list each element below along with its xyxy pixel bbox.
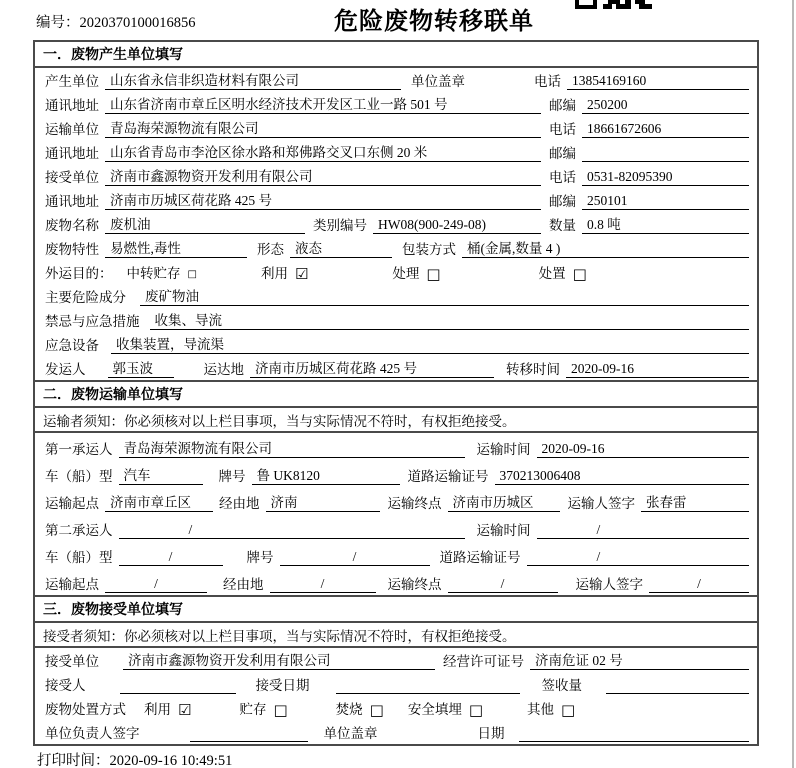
checkbox-unchecked-icon: □ [561, 701, 576, 719]
section-title-producer: 一．废物产生单位填写 [35, 42, 757, 68]
form-row [35, 672, 757, 696]
qr-code-fragment [575, 0, 653, 10]
field-label: 运输起点 [45, 577, 99, 592]
field-label: 电话 [549, 122, 576, 137]
field-value: 18661672606 [582, 120, 749, 138]
field-value: 桶(金属,数量 4 ) [462, 240, 749, 258]
field-value: 青岛海荣源物流有限公司 [119, 440, 465, 458]
field-value: 张春雷 [641, 494, 749, 512]
field-value: 13854169160 [567, 72, 749, 90]
field-label: 应急设备 [45, 338, 99, 353]
form-row [35, 356, 757, 380]
section-title-receiver: 三．废物接受单位填写 [35, 595, 757, 623]
field-label: 道路运输证号 [439, 550, 521, 565]
field-label: 包装方式 [402, 242, 456, 257]
field-label: 道路运输证号 [407, 469, 489, 484]
print-time-line [37, 749, 232, 768]
field-label: 运达地 [203, 362, 244, 377]
field-value: 废矿物油 [140, 288, 749, 306]
field-value: 济南 [266, 494, 380, 512]
field-value: 汽车 [119, 467, 203, 485]
checkbox-label: 焚烧 [335, 702, 363, 717]
field-value: / [280, 548, 430, 566]
field-label: 经由地 [223, 577, 264, 592]
field-label: 签收量 [541, 678, 582, 693]
field-label: 电话 [549, 170, 576, 185]
manifest-form [33, 40, 759, 746]
field-value: 济南市历城区荷花路 425 号 [250, 360, 494, 378]
field-value: 济南市鑫源物资开发利用有限公司 [123, 652, 435, 670]
checkbox-unchecked-icon: □ [426, 265, 441, 283]
field-label: 外运目的： [45, 266, 113, 281]
checkbox-unchecked [239, 701, 287, 718]
serial-label: 编号： [36, 15, 80, 31]
form-row [35, 140, 757, 164]
section-transporter [35, 380, 757, 595]
form-row [35, 541, 757, 568]
field-label: 运输单位 [45, 122, 99, 137]
form-row [35, 648, 757, 672]
field-value: 250101 [582, 192, 749, 210]
field-value: / [527, 548, 750, 566]
form-row [35, 164, 757, 188]
field-label: 运输时间 [476, 442, 531, 457]
field-label: 类别编号 [313, 218, 367, 233]
form-row [35, 236, 757, 260]
print-time-label: 打印时间： [37, 753, 110, 768]
field-label: 转移时间 [506, 362, 560, 377]
checkbox-label: 安全填埋 [407, 702, 462, 717]
field-value: / [119, 548, 223, 566]
serial-number-line [36, 11, 196, 32]
field-label: 运输人签字 [567, 496, 635, 511]
field-label: 主要危险成分 [45, 290, 126, 305]
form-row [35, 568, 757, 595]
checkbox-label: 处理 [392, 266, 420, 281]
field-value: 鲁 UK8120 [252, 467, 400, 485]
page-title: 危险废物转移联单 [334, 7, 534, 35]
field-value: 易燃性,毒性 [105, 240, 247, 258]
field-value: 青岛海荣源物流有限公司 [105, 120, 541, 138]
field-label: 经营许可证号 [443, 654, 524, 669]
form-row [35, 68, 757, 92]
form-row [35, 514, 757, 541]
field-value: 山东省永信非织造材料有限公司 [105, 72, 401, 90]
form-row [35, 308, 757, 332]
field-value [606, 693, 749, 694]
field-value: 济南市历城区荷花路 425 号 [105, 192, 541, 210]
field-value: HW08(900-249-08) [373, 216, 541, 234]
field-label: 禁忌与应急措施 [45, 314, 140, 329]
form-row [35, 260, 757, 284]
field-value: / [537, 521, 750, 539]
section-receiver [35, 595, 757, 744]
field-label: 废物特性 [45, 242, 99, 257]
checkbox-unchecked [527, 701, 575, 718]
field-label: 第一承运人 [45, 442, 113, 457]
field-label: 形态 [257, 242, 284, 257]
checkbox-checked-icon: ☑ [294, 265, 309, 283]
field-label: 废物处置方式 [45, 702, 126, 717]
checkbox-unchecked-icon: □ [187, 269, 197, 280]
field-value: 山东省济南市章丘区明水经济技术开发区工业一路 501 号 [105, 96, 541, 114]
field-value: 2020-09-16 [566, 360, 749, 378]
field-label: 车（船）型 [45, 469, 113, 484]
checkbox-checked-icon: ☑ [178, 701, 192, 719]
page-edge-line [792, 0, 794, 768]
field-value: 370213006408 [495, 467, 750, 485]
form-row [35, 696, 757, 720]
checkbox-unchecked-icon: □ [369, 701, 384, 719]
checkbox-unchecked [127, 265, 197, 282]
checkbox-label: 中转贮存 [126, 266, 181, 281]
field-value: 废机油 [105, 216, 305, 234]
field-label: 通讯地址 [45, 146, 99, 161]
checkbox-unchecked-icon: □ [572, 265, 587, 283]
field-label: 接受单位 [45, 654, 99, 669]
field-value: 济南市章丘区 [105, 494, 213, 512]
field-label: 接受单位 [45, 170, 99, 185]
field-value [582, 161, 749, 162]
field-label: 第二承运人 [45, 523, 113, 538]
checkbox-label: 利用 [144, 702, 171, 717]
field-label: 运输时间 [476, 523, 531, 538]
field-label: 通讯地址 [45, 194, 99, 209]
checkbox-checked [261, 265, 308, 282]
field-value: 济南市历城区 [448, 494, 560, 512]
form-row [35, 116, 757, 140]
field-value: / [270, 575, 376, 593]
field-label: 车（船）型 [45, 550, 113, 565]
field-value: 收集、导流 [150, 312, 750, 330]
checkbox-label: 其他 [527, 702, 555, 717]
field-label: 电话 [534, 74, 561, 89]
print-time-value: 2020-09-16 10:49:51 [109, 753, 233, 768]
field-label: 废物名称 [45, 218, 99, 233]
field-label: 单位盖章 [411, 74, 465, 89]
field-value: / [448, 575, 558, 593]
field-value: 郭玉波 [108, 360, 174, 378]
field-label: 发运人 [45, 362, 86, 377]
section-note-transporter: 运输者须知：你必须核对以上栏目事项，当与实际情况不符时，有权拒绝接受。 [35, 408, 757, 433]
checkbox-unchecked [336, 701, 384, 718]
section-title-transporter: 二．废物运输单位填写 [35, 380, 757, 408]
field-label: 邮编 [549, 98, 576, 113]
field-value: 2020-09-16 [537, 440, 750, 458]
field-label: 经由地 [219, 496, 260, 511]
field-value [120, 693, 236, 694]
field-value: / [119, 521, 465, 539]
field-label: 日期 [477, 726, 505, 741]
checkbox-unchecked [408, 701, 483, 718]
field-label: 邮编 [549, 146, 576, 161]
form-row [35, 460, 757, 487]
form-row [35, 433, 757, 460]
field-value: 0.8 吨 [582, 216, 749, 234]
field-label: 单位盖章 [323, 726, 378, 741]
field-label: 运输终点 [387, 577, 442, 592]
field-label: 通讯地址 [45, 98, 99, 113]
checkbox-label: 利用 [260, 266, 288, 281]
form-row [35, 720, 757, 744]
checkbox-label: 处置 [538, 266, 566, 281]
field-value: 250200 [582, 96, 749, 114]
field-label: 邮编 [549, 194, 576, 209]
section-producer [35, 42, 757, 380]
field-value [190, 741, 308, 742]
field-label: 产生单位 [45, 74, 99, 89]
checkbox-unchecked [392, 265, 440, 282]
field-label: 运输人签字 [575, 577, 643, 592]
serial-number: 2020370100016856 [79, 15, 196, 31]
field-value: 济南危证 02 号 [530, 652, 749, 670]
field-label: 接受人 [45, 678, 86, 693]
field-value: 山东省青岛市李沧区徐水路和郑佛路交叉口东侧 20 米 [105, 144, 541, 162]
checkbox-unchecked-icon: □ [273, 701, 288, 719]
form-row [35, 487, 757, 514]
field-value: 收集装置，导流渠 [111, 336, 749, 354]
field-value: 液态 [290, 240, 392, 258]
field-value: 0531-82095390 [582, 168, 749, 186]
field-value: 济南市鑫源物资开发利用有限公司 [105, 168, 541, 186]
field-value [519, 741, 750, 742]
field-value: / [105, 575, 207, 593]
field-label: 数量 [549, 218, 576, 233]
field-label: 牌号 [246, 550, 274, 565]
form-row [35, 284, 757, 308]
field-label: 运输起点 [45, 496, 99, 511]
checkbox-unchecked [539, 265, 587, 282]
field-label: 牌号 [218, 469, 246, 484]
checkbox-label: 贮存 [239, 702, 267, 717]
checkbox-checked [144, 701, 191, 718]
field-value [336, 693, 520, 694]
form-row [35, 212, 757, 236]
form-row [35, 332, 757, 356]
checkbox-unchecked-icon: □ [468, 701, 484, 719]
form-row [35, 92, 757, 116]
form-row [35, 188, 757, 212]
section-note-receiver: 接受者须知：你必须核对以上栏目事项，当与实际情况不符时，有权拒绝接受。 [35, 623, 757, 648]
field-label: 接受日期 [255, 678, 310, 693]
field-value: / [649, 575, 749, 593]
field-label: 单位负责人签字 [45, 726, 140, 741]
field-label: 运输终点 [387, 496, 442, 511]
